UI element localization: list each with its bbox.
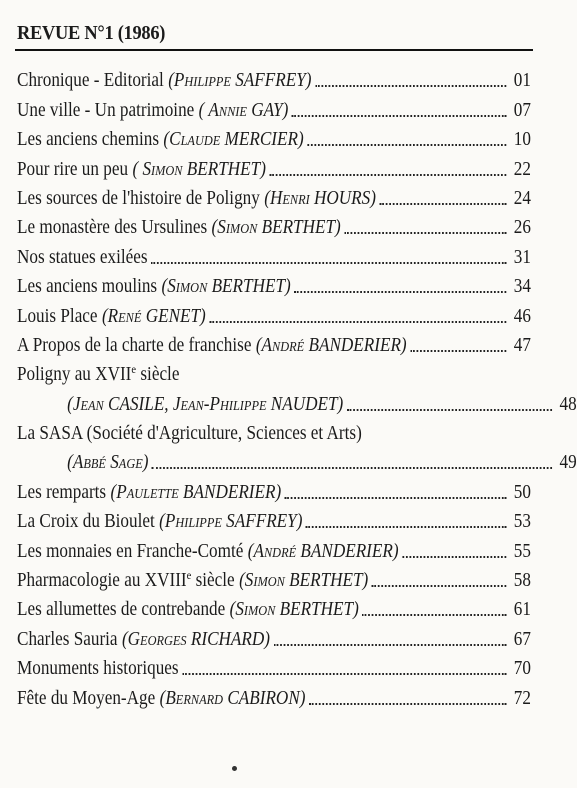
toc-entry: [17, 92, 531, 121]
entry-author: (André BANDERIER): [255, 334, 407, 356]
entry-page: 31: [513, 246, 531, 268]
entry-author: (Simon BERTHET): [161, 276, 291, 298]
dot-leader: [209, 321, 506, 323]
dot-leader: [347, 409, 552, 411]
entry-page: 50: [513, 481, 531, 503]
entry-title: Les anciens chemins: [17, 129, 160, 151]
toc-entry: [17, 181, 531, 210]
page-title: REVUE N°1 (1986): [17, 22, 166, 44]
entry-author: ( Simon BERTHET): [132, 158, 266, 180]
entry-author: (Simon BERTHET): [229, 599, 359, 621]
toc-entry: [17, 210, 531, 239]
entry-title: Louis Place: [17, 305, 98, 327]
toc-entry: [17, 621, 531, 650]
entry-author: (André BANDERIER): [247, 540, 399, 562]
toc-entry: [17, 328, 531, 357]
toc-entry: [17, 239, 531, 268]
entry-title: [17, 358, 179, 386]
dot-leader: [151, 262, 506, 264]
entry-page: 24: [513, 187, 531, 209]
entry-author: (Paulette BANDERIER): [110, 481, 282, 503]
entry-title: Pour rire un peu: [17, 158, 129, 180]
entry-title: A Propos de la charte de franchise: [17, 334, 252, 356]
entry-author: (René GENET): [101, 305, 206, 327]
toc-entry-continuation: [17, 445, 577, 474]
dot-leader: [402, 556, 506, 558]
entry-page: 34: [513, 276, 531, 298]
entry-page: 47: [513, 334, 531, 356]
entry-page: 58: [513, 570, 531, 592]
entry-title: [17, 564, 235, 592]
toc-entry: [17, 651, 531, 680]
entry-author: (Henri HOURS): [264, 187, 376, 209]
entry-author: (Georges RICHARD): [121, 628, 270, 650]
toc-entry: [17, 474, 531, 503]
entry-author: (Simon BERTHET): [239, 570, 369, 592]
entry-page: 72: [513, 687, 531, 709]
entry-page: 26: [513, 217, 531, 239]
toc-entry: [17, 298, 531, 327]
entry-author: (Bernard CABIRON): [159, 687, 306, 709]
title-rule: [15, 49, 533, 51]
toc-entry: [17, 533, 531, 562]
dot-leader: [274, 644, 507, 646]
entry-author: ( Annie GAY): [198, 99, 289, 121]
entry-page: 70: [513, 658, 531, 680]
entry-title: La SASA (Société d'Agriculture, Sciences et Arts): [17, 423, 362, 445]
toc-entry: [17, 63, 531, 92]
toc-entry: [17, 357, 531, 386]
dot-leader: [306, 526, 506, 528]
toc-entry: [17, 563, 531, 592]
toc-entry: [17, 269, 531, 298]
toc-entry: [17, 504, 531, 533]
entry-title: Une ville - Un patrimoine: [17, 99, 195, 121]
entry-author: (Claude MERCIER): [163, 129, 304, 151]
entry-page: 07: [513, 99, 531, 121]
entry-title: Nos statues exilées: [17, 246, 148, 268]
entry-title: Chronique - Editorial: [17, 70, 164, 92]
entry-title-text: Poligny au XVII: [17, 364, 132, 386]
entry-title: Le monastère des Ursulines: [17, 217, 208, 239]
entry-author: (Simon BERTHET): [211, 217, 341, 239]
entry-page: 55: [513, 540, 531, 562]
entry-title: La Croix du Bioulet: [17, 511, 155, 533]
toc-entry: [17, 592, 531, 621]
dot-leader: [372, 585, 506, 587]
toc-entry: [17, 416, 531, 445]
dot-leader: [410, 350, 506, 352]
entry-author: (Philippe SAFFREY): [159, 511, 303, 533]
entry-title: Les remparts: [17, 481, 107, 503]
superscript: e: [186, 568, 192, 583]
dot-leader: [344, 232, 506, 234]
entry-title: Charles Sauria: [17, 628, 118, 650]
entry-author: (Abbé Sage): [67, 452, 149, 474]
dot-leader: [362, 614, 506, 616]
entry-page: 67: [513, 628, 531, 650]
toc-entry-continuation: [17, 386, 577, 415]
entry-title: Monuments historiques: [17, 658, 179, 680]
entry-title: Les anciens moulins: [17, 276, 158, 298]
ink-speck: [232, 766, 237, 771]
entry-author: (Jean CASILE, Jean-Philippe NAUDET): [67, 393, 344, 415]
entry-title: Les sources de l'histoire de Poligny: [17, 187, 260, 209]
dot-leader: [285, 497, 507, 499]
entry-page: 01: [513, 70, 531, 92]
entry-title-suffix: siècle: [191, 570, 235, 592]
table-of-contents: [17, 63, 577, 710]
dot-leader: [315, 85, 506, 87]
entry-title: Fête du Moyen-Age: [17, 687, 156, 709]
entry-title-suffix: siècle: [136, 364, 180, 386]
entry-page: 49: [559, 452, 577, 474]
entry-page: 61: [513, 599, 531, 621]
dot-leader: [307, 144, 506, 146]
entry-page: 22: [513, 158, 531, 180]
dot-leader: [152, 467, 552, 469]
dot-leader: [309, 703, 506, 705]
toc-entry: [17, 680, 531, 709]
entry-title: Les allumettes de contrebande: [17, 599, 226, 621]
entry-page: 46: [513, 305, 531, 327]
entry-author: (Philippe SAFFREY): [168, 70, 312, 92]
dot-leader: [292, 115, 506, 117]
toc-entry: [17, 151, 531, 180]
superscript: e: [131, 362, 137, 377]
entry-page: 10: [513, 129, 531, 151]
dot-leader: [379, 203, 506, 205]
dot-leader: [294, 291, 506, 293]
dot-leader: [269, 174, 506, 176]
entry-page: 48: [559, 393, 577, 415]
entry-title-text: Pharmacologie au XVIII: [17, 570, 187, 592]
dot-leader: [182, 673, 506, 675]
toc-entry: [17, 122, 531, 151]
entry-page: 53: [513, 511, 531, 533]
entry-title: Les monnaies en Franche-Comté: [17, 540, 244, 562]
